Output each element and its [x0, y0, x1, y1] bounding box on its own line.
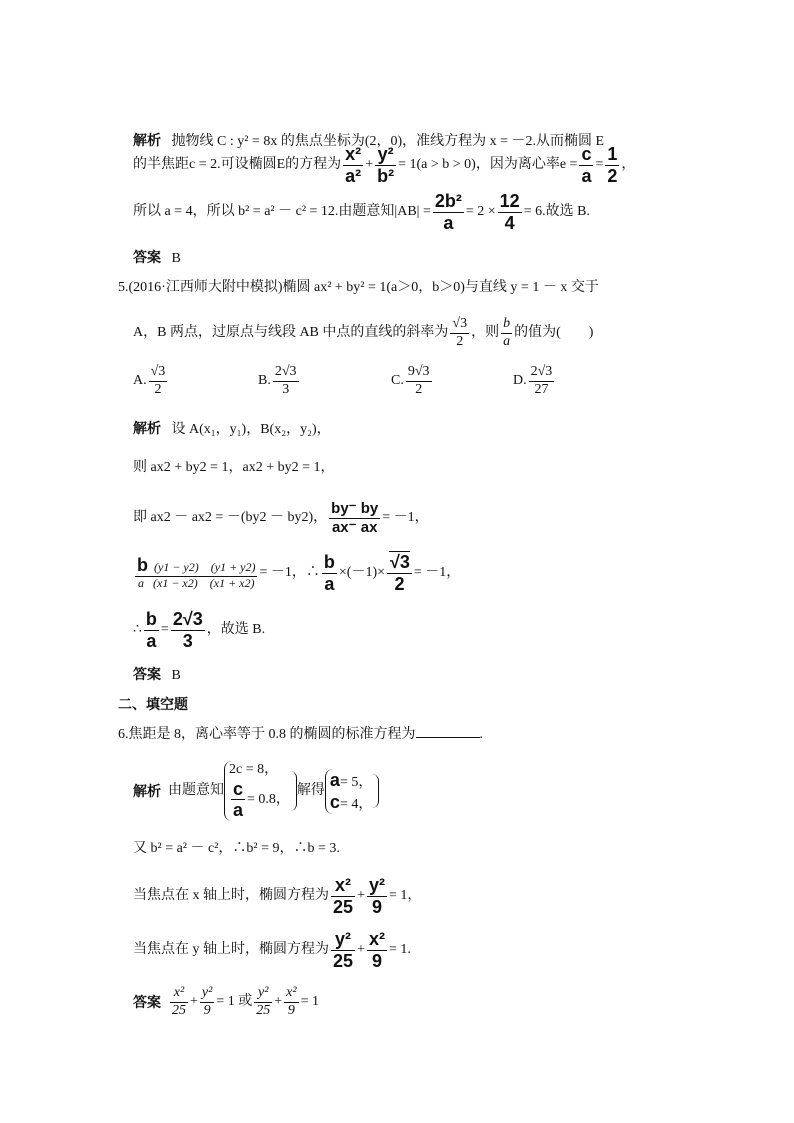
- sol5-line5: ∴ $\frac{b}{a}$ = $\frac{2√3}{3}$ ，故选 B.: [133, 608, 266, 651]
- equation-system-2: a= 5， c= 4，: [325, 769, 372, 814]
- fraction-b-a: $\frac{b}{a}$: [503, 316, 511, 349]
- sol6-text3a: 当焦点在 x 轴上时，椭圆方程为: [133, 888, 329, 903]
- sol6-text4b: = 1.: [388, 942, 411, 957]
- ans-frac-3: $\frac{\text{y²}}{25}$: [256, 985, 271, 1018]
- equation-system-1: 2c = 8， $\frac{c}{a}$ = 0.8，: [224, 761, 290, 821]
- sol4-text2c: ，: [621, 157, 636, 172]
- q6-text: 6.焦距是 8，离心率等于 0.8 的椭圆的标准方程为: [118, 727, 416, 742]
- sol6-line3: 当焦点在 x 轴上时，椭圆方程为 $\frac{\text{x²}}{25}$ + $\frac{\text{y²}}{9}$ = 1，: [133, 874, 422, 917]
- q5-text2c: 的值为( ): [514, 325, 594, 340]
- fraction-y2-9: $\frac{\text{y²}}{9}$: [368, 874, 385, 917]
- sol4-line3: [133, 188, 590, 236]
- sol5-answer: [133, 667, 181, 683]
- sol6-text1b: 解得: [296, 783, 325, 798]
- sol4-answer: [133, 250, 181, 266]
- q5-line2: [133, 312, 593, 354]
- q5-line1: 5.(2016·江西师大附中模拟)椭圆 ax² + by² = 1(a＞0，b＞0)与直线 y = 1 － x 交于: [118, 280, 599, 295]
- brace-right-2: [372, 774, 379, 808]
- sol4-text3b: = 2 ×: [465, 204, 496, 219]
- sol5-line4: [133, 548, 460, 598]
- option-b: B. $\frac{2√3}{3}$: [258, 364, 297, 397]
- sol4-text3a: 所以 a = 4，所以 b² = a² － c² = 12.由题意知|AB| =: [133, 204, 431, 219]
- ans-frac-4: $\frac{\text{x²}}{9}$: [286, 985, 297, 1018]
- fraction-b-a-2: $\frac{b}{a}$: [323, 551, 335, 594]
- answer-value: B: [171, 668, 181, 683]
- sol5-line1: [133, 421, 331, 437]
- section-title: 二、填空题: [118, 696, 188, 712]
- sol4-line2: 的半焦距c = 2.可设椭圆E的方程为 $\frac{\text{x²}}{\text{a²}}$ + $\frac{\text{y²}}{\text{b²}}$ = 1(a > b > 0)，因为离心率e = $\frac{c}{a}$ = $\frac{1}{2}$ ，: [133, 143, 636, 186]
- fraction-by-ax: $\frac{by^- by}{ax^- ax}$: [331, 500, 379, 536]
- sol6-line1: [133, 760, 379, 822]
- ans-mid: = 1 或: [216, 994, 253, 1009]
- analysis-label: 解析: [133, 420, 161, 436]
- option-a: A. $\frac{√3}{2}$: [133, 364, 166, 397]
- analysis-label: 解析: [133, 132, 161, 148]
- sol5-text4c: = －1，: [413, 565, 461, 580]
- sol4-text2b: = 1(a > b > 0)，因为离心率e =: [398, 157, 578, 172]
- analysis-label: 解析: [133, 783, 161, 799]
- sol6-text1a: 由题意知: [168, 783, 224, 798]
- fraction-sqrt3-2: $\frac{√3}{2}$: [452, 316, 468, 349]
- fraction-x2-25: $\frac{\text{x²}}{25}$: [333, 874, 354, 917]
- sol6-answer: 答案 $\frac{\text{x²}}{25}$ + $\frac{\text{y²}}{9}$ = 1 或 $\frac{\text{y²}}{25}$ + $\frac{\text{x²}}{9}$ = 1: [133, 985, 319, 1018]
- fraction-product: $\frac{b (y1 - y2) (y1 + y2)}{a (x1 - x2) (x1 + x2)}$: [137, 555, 256, 590]
- sol5-text4b: ×(－1)×: [338, 565, 386, 580]
- fraction-y2-b2: $\frac{\text{y²}}{\text{b²}}$: [377, 143, 395, 186]
- fraction-x2-a2: $\frac{\text{x²}}{\text{a²}}$: [345, 143, 362, 186]
- sol5-text5a: ∴: [133, 622, 142, 637]
- fraction-one-half: $\frac{1}{2}$: [607, 143, 618, 186]
- brace-right-1: [290, 771, 297, 811]
- answer-blank: [416, 737, 480, 738]
- q5-options: [133, 360, 556, 402]
- ans-end: = 1: [300, 994, 319, 1009]
- sol5-text3b: = －1，: [382, 510, 429, 525]
- q6-line1: 6.焦距是 8，离心率等于 0.8 的椭圆的标准方程为 .: [118, 727, 483, 742]
- fraction-2b2-a: $\frac{\text{2b²}}{a}$: [434, 190, 462, 233]
- ans-frac-2: $\frac{\text{y²}}{9}$: [201, 985, 213, 1018]
- sol6-line2: 又 b² = a² － c²，∴b² = 9，∴b = 3.: [133, 841, 340, 856]
- sol4-text3c: = 6.故选 B.: [523, 204, 590, 219]
- fraction-x2-9: $\frac{\text{x²}}{9}$: [368, 928, 385, 971]
- fraction-12-4: $\frac{12}{4}$: [499, 190, 520, 233]
- fraction-c-a: $\frac{c}{a}$: [581, 143, 592, 186]
- answer-label: 答案: [133, 666, 161, 682]
- q5-text2a: A，B 两点，过原点与线段 AB 中点的直线的斜率为: [133, 325, 449, 340]
- answer-value: B: [171, 251, 181, 266]
- ans-frac-1: $\frac{\text{x²}}{25}$: [172, 985, 186, 1018]
- sol4-text1: 抛物线 C : y² = 8x 的焦点坐标为(2，0)，准线方程为 x = －2.从而椭圆 E: [171, 134, 605, 149]
- sol5-line2: 则 ax2 + by2 = 1，ax2 + by2 = 1，: [133, 460, 335, 475]
- fraction-sqrt3-2-b: $\frac{√3}{2}$: [387, 552, 412, 594]
- sol5-text3a: 即 ax2 － ax2 = －(by2 － by2)，: [133, 510, 328, 525]
- option-c: C. $\frac{9√3}{2}$: [391, 364, 430, 397]
- fraction-y2-25: $\frac{\text{y²}}{25}$: [333, 928, 354, 971]
- sol5-text1: 设 A(x₁，y₁)，B(x₂，y₂)，: [171, 422, 331, 437]
- fraction-2sqrt3-3: $\frac{2√3}{3}$: [172, 608, 203, 651]
- sol6-text3b: = 1，: [388, 888, 422, 903]
- sol5-text5b: ，故选 B.: [206, 622, 266, 637]
- answer-label: 答案: [133, 249, 161, 265]
- sol5-line3: [133, 496, 429, 540]
- sol6-line4: 当焦点在 y 轴上时，椭圆方程为 $\frac{\text{y²}}{25}$ + $\frac{\text{x²}}{9}$ = 1.: [133, 928, 411, 971]
- sol5-text4a: = －1，∴: [259, 565, 320, 580]
- fraction-b-a-3: $\frac{b}{a}$: [145, 608, 157, 651]
- q5-text2b: ，则: [471, 325, 500, 340]
- option-d: D. $\frac{2√3}{27}$: [513, 364, 553, 397]
- answer-label: 答案: [133, 994, 161, 1010]
- sol6-text4a: 当焦点在 y 轴上时，椭圆方程为: [133, 942, 329, 957]
- sol4-text2a: 的半焦距c = 2.可设椭圆E的方程为: [133, 157, 342, 172]
